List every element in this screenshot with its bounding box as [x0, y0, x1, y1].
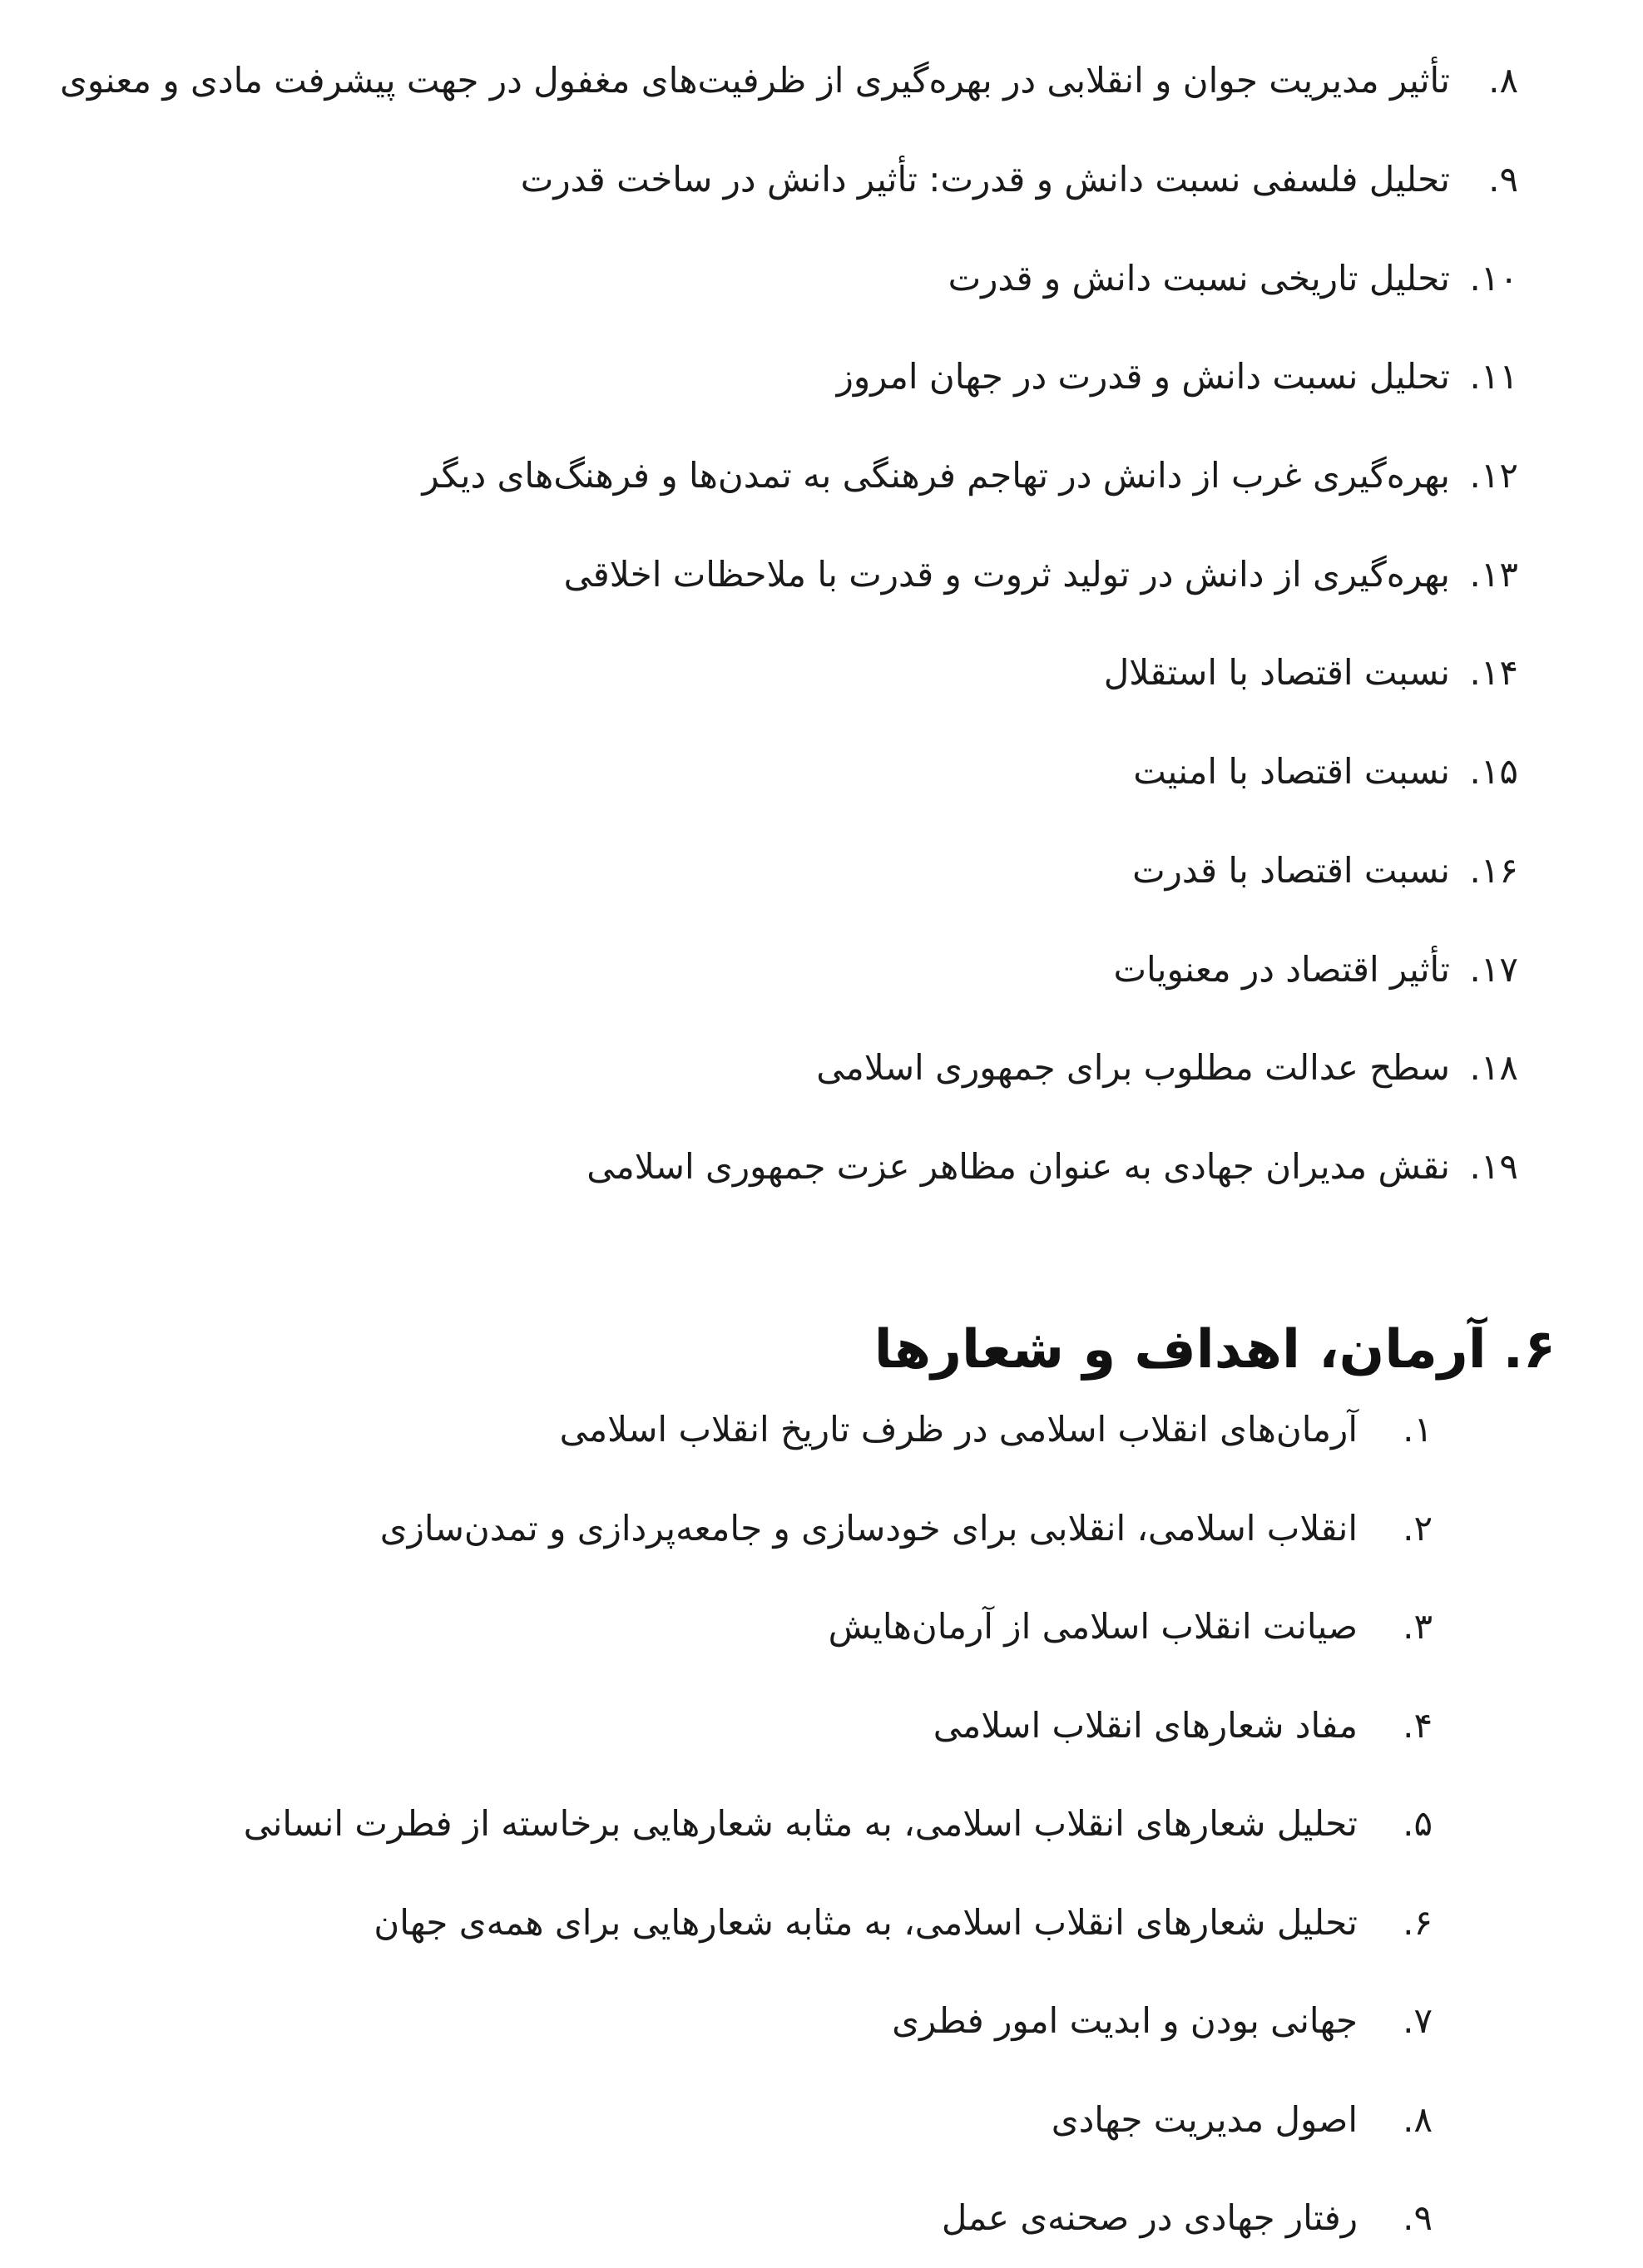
list-item: [0, 822, 1643, 921]
item-number: ۱۳.: [1469, 553, 1518, 595]
section-number: ۶.: [1502, 1319, 1556, 1381]
list-item: [0, 1972, 1643, 2071]
item-number: ۱۱.: [1469, 356, 1518, 398]
item-text: سطح عدالت مطلوب برای جمهوری اسلامی: [816, 1047, 1450, 1089]
list-item: [0, 1775, 1643, 1874]
item-number: ۱۵.: [1469, 751, 1518, 793]
list-item: [0, 229, 1643, 328]
list-item: [0, 32, 1643, 131]
item-text: صیانت انقلاب اسلامی از آرمان‌هایش: [828, 1606, 1358, 1648]
item-number: ۱۹.: [1469, 1145, 1518, 1187]
section-topic-list: [0, 1381, 1643, 2268]
item-text: رفتار جهادی در صحنه‌ی عمل: [941, 2197, 1358, 2239]
item-number: ۹.: [1488, 159, 1518, 200]
list-item: [0, 1578, 1643, 1677]
item-text: نسبت اقتصاد با قدرت: [1132, 849, 1450, 891]
item-number: ۹.: [1403, 2197, 1433, 2239]
list-item: [0, 1677, 1643, 1776]
item-text: مفاد شعارهای انقلاب اسلامی: [933, 1704, 1358, 1746]
item-number: ۵.: [1403, 1803, 1433, 1845]
section-heading: [874, 1312, 1556, 1387]
item-number: ۳.: [1403, 1606, 1433, 1648]
item-number: ۴.: [1403, 1704, 1433, 1746]
list-item: [0, 1381, 1643, 1480]
item-text: تحلیل شعارهای انقلاب اسلامی، به مثابه شعارهایی برخاسته از فطرت انسانی: [243, 1803, 1358, 1845]
item-number: ۱۴.: [1469, 652, 1518, 694]
item-text: آرمان‌های انقلاب اسلامی در ظرف تاریخ انقلاب اسلامی: [559, 1409, 1358, 1450]
list-item: [0, 723, 1643, 822]
list-item: [0, 2071, 1643, 2170]
item-number: ۸.: [1403, 2098, 1433, 2140]
list-item: [0, 525, 1643, 624]
item-number: ۱۲.: [1469, 455, 1518, 497]
item-text: انقلاب اسلامی، انقلابی برای خودسازی و جامعه‌پردازی و تمدن‌سازی: [379, 1507, 1358, 1549]
item-text: تحلیل تاریخی نسبت دانش و قدرت: [948, 257, 1450, 299]
section-title: آرمان، اهداف و شعارها: [873, 1319, 1487, 1381]
item-text: نسبت اقتصاد با استقلال: [1103, 652, 1450, 694]
list-item: [0, 427, 1643, 526]
item-text: تحلیل فلسفی نسبت دانش و قدرت: تأثیر دانش در ساخت قدرت: [520, 159, 1450, 200]
item-text: جهانی بودن و ابدیت امور فطری: [892, 2000, 1358, 2042]
item-text: نقش مدیران جهادی به عنوان مظاهر عزت جمهوری اسلامی: [586, 1145, 1450, 1187]
item-number: ۲.: [1403, 1507, 1433, 1549]
list-item: [0, 328, 1643, 427]
list-item: [0, 624, 1643, 723]
item-number: ۱۸.: [1469, 1047, 1518, 1089]
item-number: ۶.: [1403, 1901, 1433, 1943]
list-item: [0, 131, 1643, 230]
list-item: [0, 1118, 1643, 1217]
item-number: ۷.: [1403, 2000, 1433, 2042]
item-text: تأثیر مدیریت جوان و انقلابی در بهره‌گیری از ظرفیت‌های مغفول در جهت پیشرفت مادی و معنوی: [60, 60, 1450, 101]
item-number: ۸.: [1488, 60, 1518, 101]
item-text: اصول مدیریت جهادی: [1051, 2098, 1358, 2140]
item-number: ۱۰.: [1469, 257, 1518, 299]
item-text: نسبت اقتصاد با امنیت: [1133, 751, 1450, 793]
list-item: [0, 1480, 1643, 1579]
list-item: [0, 1874, 1643, 1973]
topic-list-continued: [0, 32, 1643, 1216]
list-item: [0, 1019, 1643, 1118]
list-item: [0, 920, 1643, 1019]
item-text: بهره‌گیری غرب از دانش در تهاجم فرهنگی به تمدن‌ها و فرهنگ‌های دیگر: [422, 455, 1450, 497]
item-text: تأثیر اقتصاد در معنویات: [1113, 948, 1450, 990]
item-text: تحلیل شعارهای انقلاب اسلامی، به مثابه شعارهایی برای همه‌ی جهان: [374, 1901, 1358, 1943]
item-text: تحلیل نسبت دانش و قدرت در جهان امروز: [836, 356, 1450, 398]
item-number: ۱۷.: [1469, 948, 1518, 990]
item-text: بهره‌گیری از دانش در تولید ثروت و قدرت با ملاحظات اخلاقی: [563, 553, 1450, 595]
list-item: [0, 2169, 1643, 2268]
item-number: ۱۶.: [1469, 849, 1518, 891]
item-number: ۱.: [1403, 1409, 1433, 1450]
